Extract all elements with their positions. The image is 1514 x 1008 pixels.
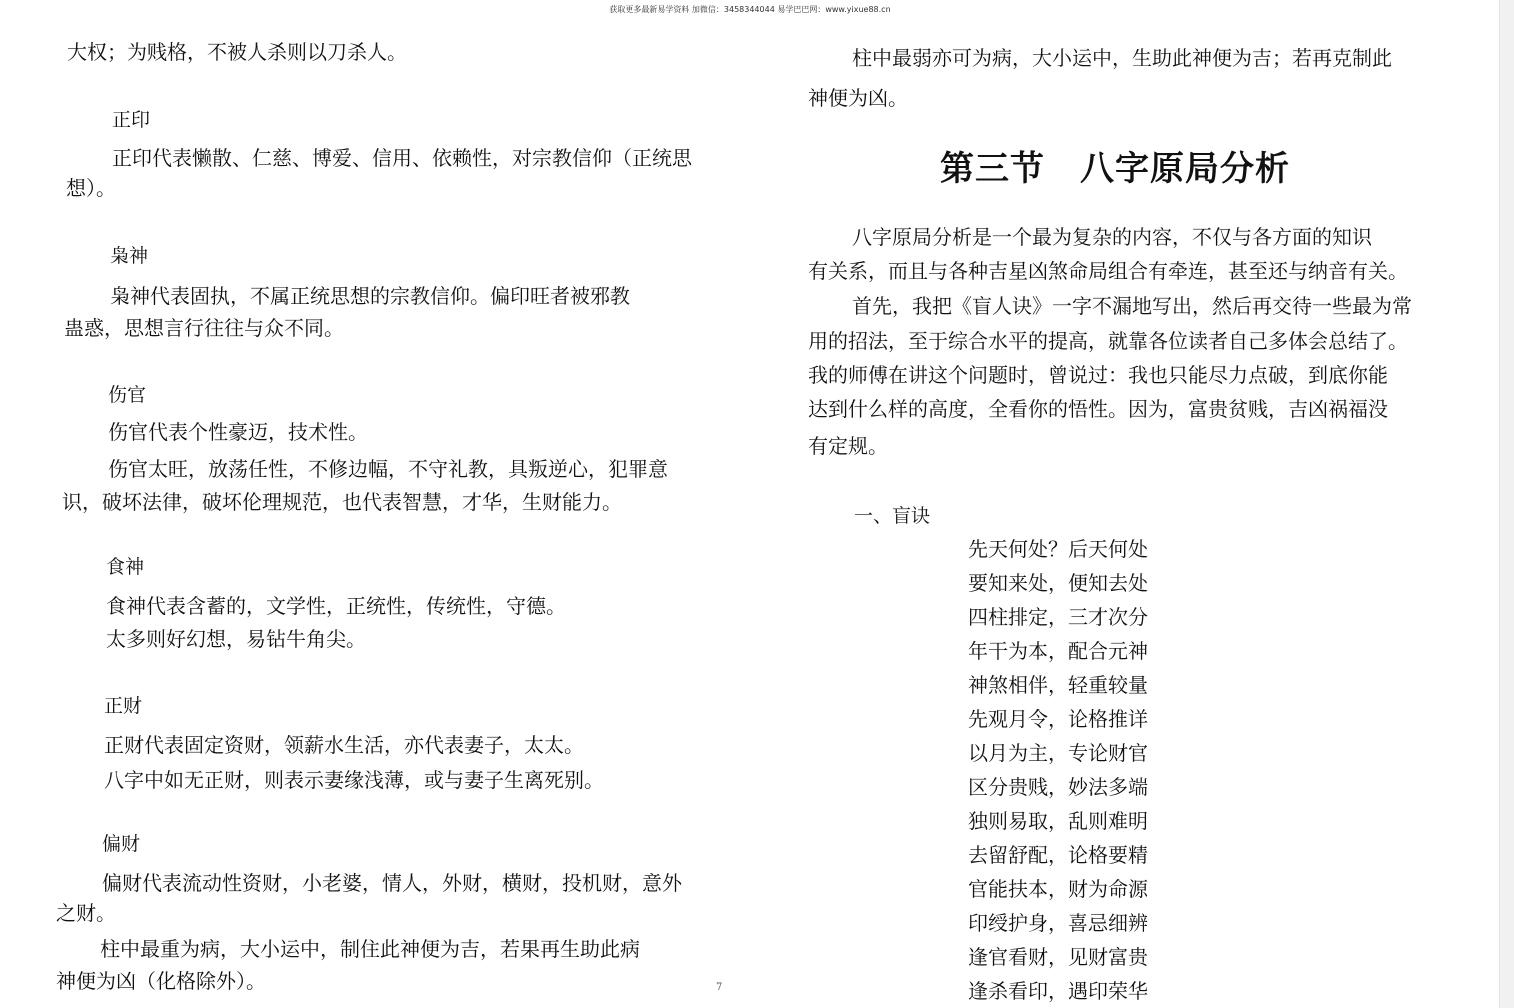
- page-number: 7: [716, 982, 723, 993]
- text-line: 神便为凶（化格除外）。: [56, 969, 266, 993]
- text-line: 有关系，而且与各种吉星凶煞命局组合有牵连，甚至还与纳音有关。: [808, 259, 1408, 283]
- text-line: 有定规。: [808, 434, 888, 458]
- text-line: 正印代表懒散、仁慈、博爱、信用、依赖性，对宗教信仰（正统思: [112, 146, 692, 170]
- heading-shishen: 食神: [106, 556, 145, 578]
- heading-zhengcai: 正财: [104, 695, 143, 717]
- verse-line: 先观月令，论格推详: [968, 707, 1148, 731]
- verse-line: 区分贵贱，妙法多端: [968, 775, 1148, 799]
- text-line: 识，破坏法律，破坏伦理规范，也代表智慧，才华，生财能力。: [62, 490, 622, 514]
- verse-line: 神煞相伴，轻重较量: [968, 673, 1148, 697]
- text-line: 蛊惑，思想言行往往与众不同。: [64, 316, 344, 340]
- verse-line: 以月为主，专论财官: [968, 741, 1148, 765]
- text-line: 伤官太旺，放荡任性，不修边幅，不守礼教，具叛逆心，犯罪意: [108, 457, 668, 481]
- text-line: 八字中如无正财，则表示妻缘浅薄，或与妻子生离死别。: [104, 768, 604, 792]
- text-line: 神便为凶。: [808, 86, 908, 110]
- verse-line: 年干为本，配合元神: [968, 639, 1148, 663]
- verse-line: 去留舒配，论格要精: [968, 843, 1148, 867]
- verse-line: 独则易取，乱则难明: [968, 809, 1148, 833]
- verse-line: 官能扶本，财为命源: [968, 877, 1148, 901]
- heading-piancai: 偏财: [102, 833, 141, 855]
- text-line: 柱中最弱亦可为病，大小运中，生助此神便为吉；若再克制此: [852, 46, 1392, 70]
- heading-shangguan: 伤官: [108, 384, 147, 406]
- text-line: 太多则好幻想，易钻牛角尖。: [106, 627, 366, 651]
- heading-xiaoshen: 枭神: [110, 245, 149, 267]
- text-line: 我的师傅在讲这个问题时，曾说过：我也只能尽力点破，到底你能: [808, 363, 1388, 387]
- text-line: 首先，我把《盲人诀》一字不漏地写出，然后再交待一些最为常: [852, 294, 1412, 318]
- text-line: 达到什么样的高度，全看你的悟性。因为，富贵贫贱，吉凶祸福没: [808, 397, 1388, 421]
- text-line: 正财代表固定资财，领薪水生活，亦代表妻子，太太。: [104, 733, 584, 757]
- text-line: 之财。: [56, 901, 116, 925]
- text-line: 八字原局分析是一个最为复杂的内容，不仅与各方面的知识: [852, 225, 1372, 249]
- text-line: 想）。: [66, 176, 116, 200]
- text-line: 偏财代表流动性资财，小老婆，情人，外财，横财，投机财，意外: [102, 871, 682, 895]
- text-line: 用的招法，至于综合水平的提高，就靠各位读者自己多体会总结了。: [808, 329, 1408, 353]
- text-line: 枭神代表固执，不属正统思想的宗教信仰。偏印旺者被邪教: [110, 284, 630, 308]
- page-header-watermark: 获取更多最新易学资料 加微信：3458344044 易学巴巴网：www.yixue88.cn: [609, 5, 891, 14]
- verse-line: 逢官看财，见财富贵: [968, 945, 1148, 969]
- verse-line: 逢杀看印，遇印荣华: [968, 979, 1148, 1003]
- heading-mangjue: 一、盲诀: [854, 505, 931, 527]
- text-line: 伤官代表个性豪迈，技术性。: [108, 420, 368, 444]
- verse-line: 印绶护身，喜忌细辨: [968, 911, 1148, 935]
- viewer-scrollbar[interactable]: [1499, 0, 1514, 1008]
- verse-line: 四柱排定，三才次分: [968, 605, 1148, 629]
- verse-line: 要知来处，便知去处: [968, 571, 1148, 595]
- section-title: 第三节 八字原局分析: [940, 149, 1290, 189]
- verse-line: 先天何处？后天何处: [968, 537, 1148, 561]
- text-line: 大权；为贱格，不被人杀则以刀杀人。: [67, 40, 407, 64]
- text-line: 食神代表含蓄的，文学性，正统性，传统性，守德。: [106, 594, 566, 618]
- text-line: 柱中最重为病，大小运中，制住此神便为吉，若果再生助此病: [100, 937, 640, 961]
- heading-zhengyin: 正印: [112, 109, 151, 131]
